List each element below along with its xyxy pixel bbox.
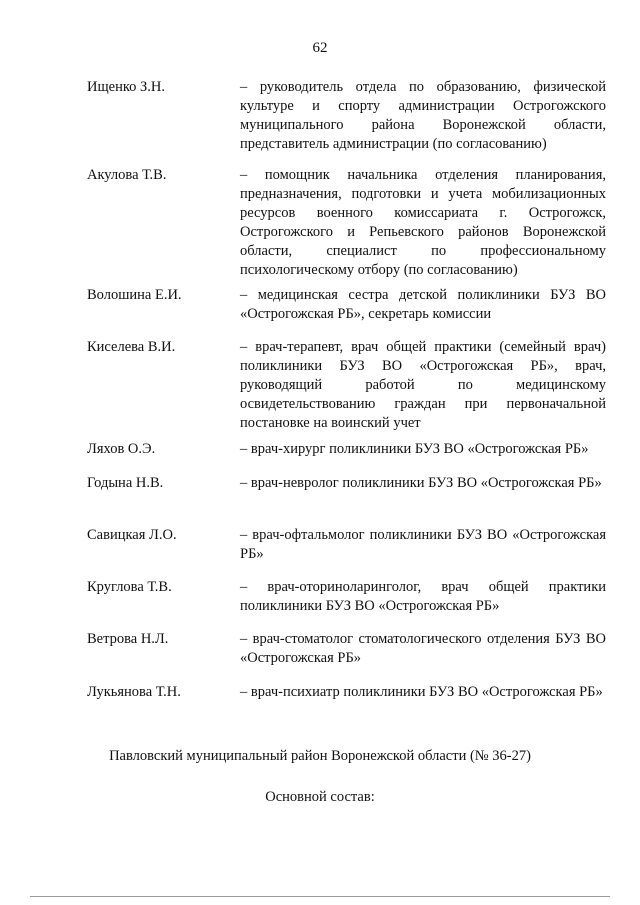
member-role: – руководитель отдела по образованию, физической культуре и спорту администрации Острогожского муниципального района Воронежской области, представитель администрации (по согласованию) bbox=[240, 79, 606, 152]
member-role: – врач-оториноларинголог, врач общей практики поликлиники БУЗ ВО «Острогожская РБ» bbox=[240, 579, 606, 614]
member-role: – помощник начальника отделения планирования, предназначения, подготовки и учета мобилизационных ресурсов военного комиссариата г. Острогожск, Острогожского и Репьевского районов Воронежской области, специалист по профессиональному психологическому отбору (по согласованию) bbox=[240, 167, 606, 278]
member-name: Ляхов О.Э. bbox=[87, 441, 156, 457]
footer-divider bbox=[30, 896, 610, 897]
member-role: – медицинская сестра детской поликлиники БУЗ ВО «Острогожская РБ», секретарь комиссии bbox=[240, 287, 606, 322]
member-role: – врач-терапевт, врач общей практики (семейный врач) поликлиники БУЗ ВО «Острогожская РБ», врач, руководящий работой по медицинскому освидетельствованию граждан при первоначальной постановке на воинский учет bbox=[240, 339, 606, 431]
composition-heading: Основной состав: bbox=[265, 789, 375, 805]
member-role: – врач-стоматолог стоматологического отделения БУЗ ВО «Острогожская РБ» bbox=[240, 631, 606, 666]
member-role: – врач-офтальмолог поликлиники БУЗ ВО «Острогожская РБ» bbox=[240, 527, 606, 562]
member-name: Савицкая Л.О. bbox=[87, 527, 177, 543]
member-name: Киселева В.И. bbox=[87, 339, 176, 355]
member-name: Ищенко З.Н. bbox=[87, 79, 166, 95]
member-name: Волошина Е.И. bbox=[87, 287, 182, 303]
member-role: – врач-психиатр поликлиники БУЗ ВО «Острогожская РБ» bbox=[240, 684, 603, 700]
member-name: Акулова Т.В. bbox=[87, 167, 167, 183]
member-name: Годына Н.В. bbox=[87, 475, 164, 491]
member-name: Круглова Т.В. bbox=[87, 579, 172, 595]
member-name: Ветрова Н.Л. bbox=[87, 631, 169, 647]
member-name: Лукьянова Т.Н. bbox=[87, 684, 181, 700]
page-number: 62 bbox=[312, 40, 328, 56]
member-role: – врач-хирург поликлиники БУЗ ВО «Острогожская РБ» bbox=[240, 441, 589, 457]
district-heading: Павловский муниципальный район Воронежской области (№ 36-27) bbox=[109, 748, 531, 764]
member-role: – врач-невролог поликлиники БУЗ ВО «Острогожская РБ» bbox=[240, 475, 602, 491]
